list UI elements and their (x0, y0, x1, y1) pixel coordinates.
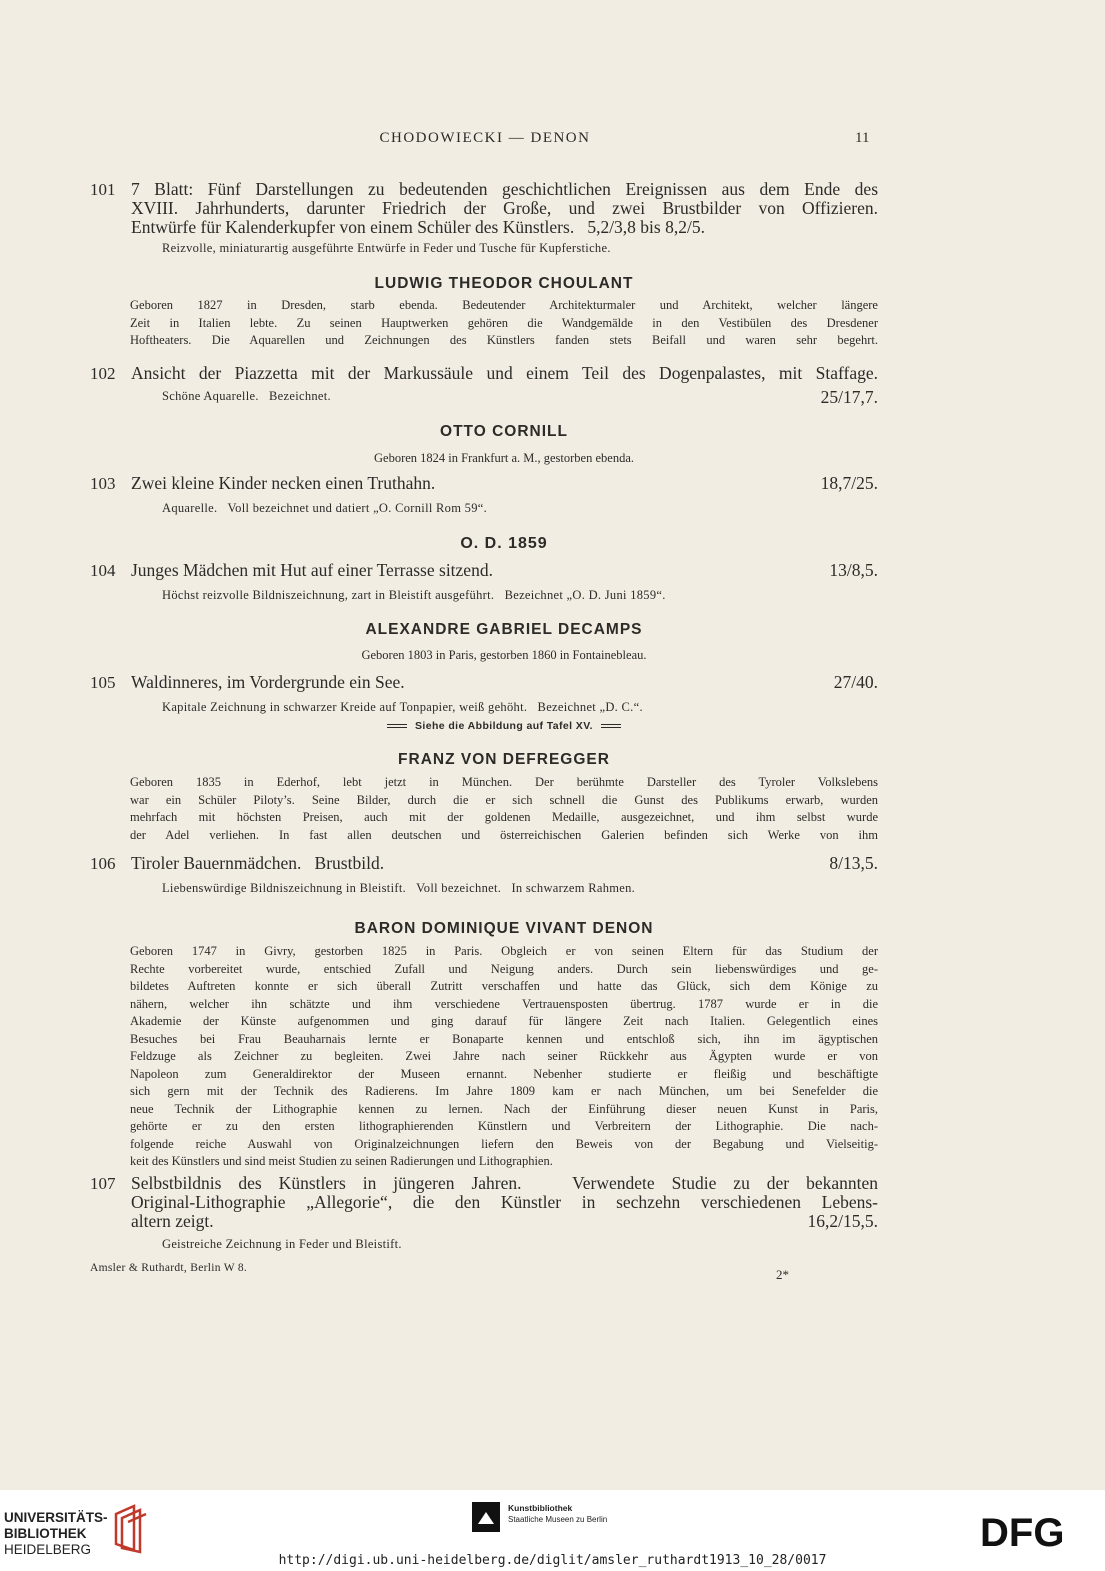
lot-last-line (131, 1212, 878, 1231)
plate-reference (130, 720, 878, 732)
artist-bio (130, 647, 878, 665)
bio-line: gehörte er zu den ersten lithographierenden Künstlern und Verbreitern der Lithographie. Die nach- (130, 1119, 878, 1133)
lot-line: Waldinneres, im Vordergrunde ein See. (131, 672, 405, 692)
bio-line: Rechte vorbereitet wurde, entschied Zufall und Neigung anders. Durch sein liebenswürdiges und ge- (130, 961, 878, 976)
lot-measure: 16,2/15,5. (807, 1211, 878, 1231)
bio-line: nähern, welcher ihn schätzte und ihm verschiedene Vertrauensposten übertrug. 1787 wurde er in die (130, 996, 878, 1011)
lot-title (131, 1174, 878, 1231)
bio-line: Geboren 1824 in Frankfurt a. M., gestorben ebenda. (374, 451, 634, 465)
lot-description: Höchst reizvolle Bildniszeichnung, zart in Bleistift ausgeführt. Bezeichnet „O. D. Juni 1859“. (162, 588, 666, 602)
lot-description: Aquarelle. Voll bezeichnet und datiert „O. Cornill Rom 59“. (162, 501, 488, 515)
university-library-name (4, 1510, 108, 1558)
lot-number: 102 (90, 364, 116, 383)
lot-description: Schöne Aquarelle. Bezeichnet. (162, 389, 331, 403)
lot-line: Entwürfe für Kalenderkupfer von einem Schüler des Künstlers. 5,2/3,8 bis 8,2/5. (131, 217, 705, 237)
lot-measure: 18,7/25. (820, 473, 878, 493)
lot-line: Tiroler Bauernmädchen. Brustbild. (131, 853, 385, 873)
artist-heading: FRANZ VON DEFREGGER (398, 751, 610, 768)
artist-heading: O. D. 1859 (460, 535, 548, 552)
lot-measure: 25/17,7. (820, 387, 878, 407)
lot-105 (90, 673, 878, 695)
artist-heading: BARON DOMINIQUE VIVANT DENON (354, 920, 654, 937)
artist-bio (130, 297, 878, 350)
lot-number: 103 (90, 474, 116, 493)
lot-description: Geistreiche Zeichnung in Feder und Bleistift. (162, 1237, 402, 1251)
lot-line: altern zeigt. (131, 1211, 214, 1231)
lot-number: 104 (90, 561, 116, 580)
kunstbibliothek-logo-icon (472, 1502, 500, 1537)
lot-description: Kapitale Zeichnung in schwarzer Kreide auf Tonpapier, weiß gehöht. Bezeichnet „D. C.“. (162, 700, 643, 714)
bio-line: Akademie der Künste aufgenommen und ging darauf für längere Zeit nach Italien. Gelegentlich eines (130, 1014, 878, 1028)
lot-title (131, 180, 878, 237)
bio-line: Zeit in Italien lebte. Zu seinen Hauptwerken gehören die Wandgemälde in den Vestibülen des Dresdener (130, 315, 878, 330)
kunstbibliothek-name (508, 1502, 607, 1526)
bio-line: war ein Schüler Piloty’s. Seine Bilder, durch die er sich schnell die Gunst des Publikums erwarb, wurden (130, 792, 878, 807)
lot-measure: 27/40. (833, 672, 878, 692)
bio-line: Geboren 1803 in Paris, gestorben 1860 in Fontainebleau. (361, 648, 647, 662)
lot-measure: 13/8,5. (829, 560, 878, 580)
lot-description: Reizvolle, miniaturartig ausgeführte Entwürfe in Feder und Tusche für Kupferstiche. (162, 241, 611, 255)
university-logo-icon (112, 1504, 148, 1559)
bio-line: bildetes Auftreten konnte er sich überall Zutritt verschaffen und hatte das Glück, sich dem Könige zu (130, 979, 878, 993)
lot-number: 106 (90, 854, 116, 873)
lot-number: 105 (90, 673, 116, 692)
artist-heading: LUDWIG THEODOR CHOULANT (374, 275, 634, 292)
lot-title (131, 854, 878, 873)
artist-heading: ALEXANDRE GABRIEL DECAMPS (365, 621, 643, 638)
sheet-signature: 2* (776, 1267, 789, 1282)
lot-104 (90, 561, 878, 583)
lot-description: Liebenswürdige Bildniszeichnung in Bleistift. Voll bezeichnet. In schwarzem Rahmen. (162, 881, 636, 895)
lot-title (131, 673, 878, 692)
lot-title (131, 474, 878, 493)
printer-imprint: Amsler & Ruthardt, Berlin W 8. (90, 1262, 248, 1274)
rule-mark (601, 724, 621, 728)
digitization-footer (0, 1490, 1105, 1571)
bio-line: Besuches bei Frau Beauharnais lernte er Bonaparte kennen und entschloß sich, ihn im ägyptischen (130, 1031, 878, 1046)
lot-107 (90, 1174, 878, 1234)
plate-reference-text: Siehe die Abbildung auf Tafel XV. (415, 720, 593, 732)
ub-line: BIBLIOTHEK (4, 1526, 87, 1541)
ub-line: HEIDELBERG (4, 1542, 92, 1557)
dfg-logo-icon (980, 1512, 1090, 1552)
bio-line: Geboren 1835 in Ederhof, lebt jetzt in München. Der berühmte Darsteller des Tyroler Volkslebens (130, 775, 878, 789)
lot-106 (90, 854, 878, 876)
artist-bio (130, 774, 878, 844)
kb-line: Kunstbibliothek (508, 1503, 573, 1513)
lot-number: 101 (90, 180, 116, 199)
page-number: 11 (855, 130, 870, 146)
lot-description-row (162, 387, 878, 407)
lot-measure: 8/13,5. (829, 853, 878, 873)
bio-line: der Adel verliehen. In fast allen deutschen und österreichischen Galerien befinden sich Werke von ihm (130, 827, 878, 842)
artist-bio (130, 943, 878, 1171)
lot-line: Junges Mädchen mit Hut auf einer Terrasse sitzend. (131, 560, 493, 580)
ub-line: UNIVERSITÄTS- (4, 1510, 108, 1525)
bio-line: sich gern mit der Technik des Radierens. Im Jahre 1809 kam er nach München, um bei Senefelder die (130, 1084, 878, 1098)
lot-line: Selbstbildnis des Künstlers in jüngeren Jahren. Verwendete Studie zu der bekannten (131, 1173, 878, 1193)
bio-line: Feldzuge als Zeichner zu begleiten. Zwei Jahre nach seiner Rückkehr aus Ägypten wurde er von (130, 1049, 878, 1063)
bio-line: keit des Künstlers und sind meist Studien zu seinen Radierungen und Lithographien. (130, 1154, 553, 1168)
lot-title (131, 561, 878, 580)
bio-line: neue Technik der Lithographie kennen zu lernen. Nach der Einführung dieser neuen Kunst in Paris, (130, 1101, 878, 1116)
lot-line: XVIII. Jahrhunderts, darunter Friedrich der Große, und zwei Brustbilder von Offizieren. (131, 198, 878, 218)
bio-line: Hoftheaters. Die Aquarellen und Zeichnungen des Künstlers fanden stets Beifall und waren sehr begehrt. (130, 333, 878, 347)
lot-title (131, 364, 878, 383)
dfg-logo-text: DFG (980, 1512, 1065, 1552)
bio-line: Geboren 1747 in Givry, gestorben 1825 in Paris. Obgleich er von seinen Eltern für das Studium der (130, 944, 878, 958)
artist-heading: OTTO CORNILL (440, 423, 568, 440)
lot-103 (90, 474, 878, 496)
bio-line: folgende reiche Auswahl von Originalzeichnungen liefern den Beweis von der Begabung und Vielseitig- (130, 1136, 878, 1151)
lot-line: Ansicht der Piazzetta mit der Markussäule und einem Teil des Dogenpalastes, mit Staffage. (131, 363, 878, 383)
lot-101 (90, 180, 878, 240)
bio-line: Geboren 1827 in Dresden, starb ebenda. Bedeutender Architekturmaler und Architekt, welcher längere (130, 298, 878, 312)
lot-line: 7 Blatt: Fünf Darstellungen zu bedeutenden geschichtlichen Ereignissen aus dem Ende des (131, 179, 878, 199)
dfg-logo (980, 1512, 1090, 1557)
rule-mark (387, 724, 407, 728)
lot-line: Original-Lithographie „Allegorie“, die den Künstler in sechzehn verschiedenen Lebens- (131, 1192, 878, 1212)
artist-bio (130, 450, 878, 468)
lot-number: 107 (90, 1174, 116, 1193)
permalink-url[interactable]: http://digi.ub.uni-heidelberg.de/diglit/amsler_ruthardt1913_10_28/0017 (278, 1553, 827, 1568)
lot-102 (90, 364, 878, 386)
bio-line: Napoleon zum Generaldirektor der Museen ernannt. Nebenher studierte er fleißig und beschäftigte (130, 1066, 878, 1081)
running-head (0, 130, 1105, 150)
bio-line: mehrfach mit höchsten Preisen, auch mit der goldenen Medaille, ausgezeichnet, und ihm selbst wurde (130, 810, 878, 824)
kb-line: Staatliche Museen zu Berlin (508, 1515, 608, 1524)
lot-line: Zwei kleine Kinder necken einen Truthahn. (131, 473, 436, 493)
running-head-title: CHODOWIECKI — DENON (379, 130, 591, 146)
